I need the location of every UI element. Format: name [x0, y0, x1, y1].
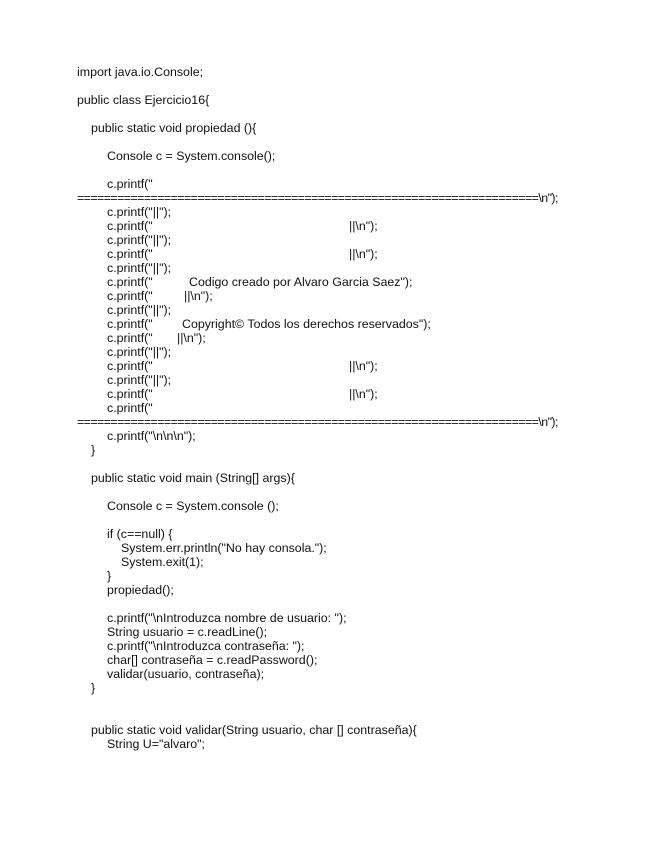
code-line: c.printf("||"); — [107, 205, 172, 219]
code-line: validar(usuario, contraseña); — [107, 667, 265, 681]
code-line: c.printf(" — [107, 289, 153, 303]
code-line-tail: ||\n"); — [349, 247, 378, 261]
code-line: c.printf("\nIntroduzca contraseña: "); — [107, 639, 305, 653]
code-line: } — [91, 443, 96, 457]
code-line: c.printf("||"); — [107, 303, 172, 317]
code-line: char[] contraseña = c.readPassword(); — [107, 653, 318, 667]
code-line: c.printf("\nIntroduzca nombre de usuario: "); — [107, 611, 347, 625]
code-line: } — [107, 569, 112, 583]
code-line: c.printf("||"); — [107, 261, 172, 275]
code-line: c.printf(" — [107, 247, 153, 261]
code-line: String usuario = c.readLine(); — [107, 625, 268, 639]
code-line-tail: ||\n"); — [349, 359, 378, 373]
code-line: c.printf(" — [107, 359, 153, 373]
code-line: System.exit(1); — [121, 555, 204, 569]
code-line: c.printf(" — [107, 219, 153, 233]
code-line: public static void propiedad (){ — [91, 121, 257, 135]
code-line-tail: ||\n"); — [177, 331, 206, 345]
code-line-tail: ||\n"); — [349, 387, 378, 401]
code-line: String U="alvaro"; — [107, 737, 205, 751]
code-line: c.printf("||"); — [107, 233, 172, 247]
code-line: Console c = System.console(); — [107, 149, 276, 163]
code-line: public static void validar(String usuario, char [] contraseña){ — [91, 723, 417, 737]
code-line: c.printf(" — [107, 387, 153, 401]
code-line-tail: ||\n"); — [184, 289, 213, 303]
code-line: Console c = System.console (); — [107, 499, 279, 513]
code-line: c.printf(" — [107, 177, 153, 191]
code-line-tail: Copyright© Todos los derechos reservados"); — [182, 317, 431, 331]
code-line: import java.io.Console; — [77, 65, 204, 79]
code-line-separator: =====================================================================\n"); — [77, 415, 558, 429]
code-line: if (c==null) { — [107, 527, 173, 541]
code-line: System.err.println("No hay consola."); — [121, 541, 327, 555]
code-line-separator: =====================================================================\n"); — [77, 191, 558, 205]
code-line: c.printf(" — [107, 331, 153, 345]
code-line: public class Ejercicio16{ — [77, 93, 210, 107]
code-line: c.printf("\n\n\n"); — [107, 429, 196, 443]
code-line: public static void main (String[] args){ — [91, 471, 295, 485]
code-line: propiedad(); — [107, 583, 174, 597]
code-line: c.printf(" — [107, 275, 153, 289]
code-line: c.printf("||"); — [107, 373, 172, 387]
code-line: } — [91, 681, 96, 695]
code-line-tail: Codigo creado por Alvaro Garcia Saez"); — [189, 275, 413, 289]
code-line: c.printf("||"); — [107, 345, 172, 359]
code-line: c.printf(" — [107, 317, 153, 331]
code-line: c.printf(" — [107, 401, 153, 415]
code-line-tail: ||\n"); — [349, 219, 378, 233]
